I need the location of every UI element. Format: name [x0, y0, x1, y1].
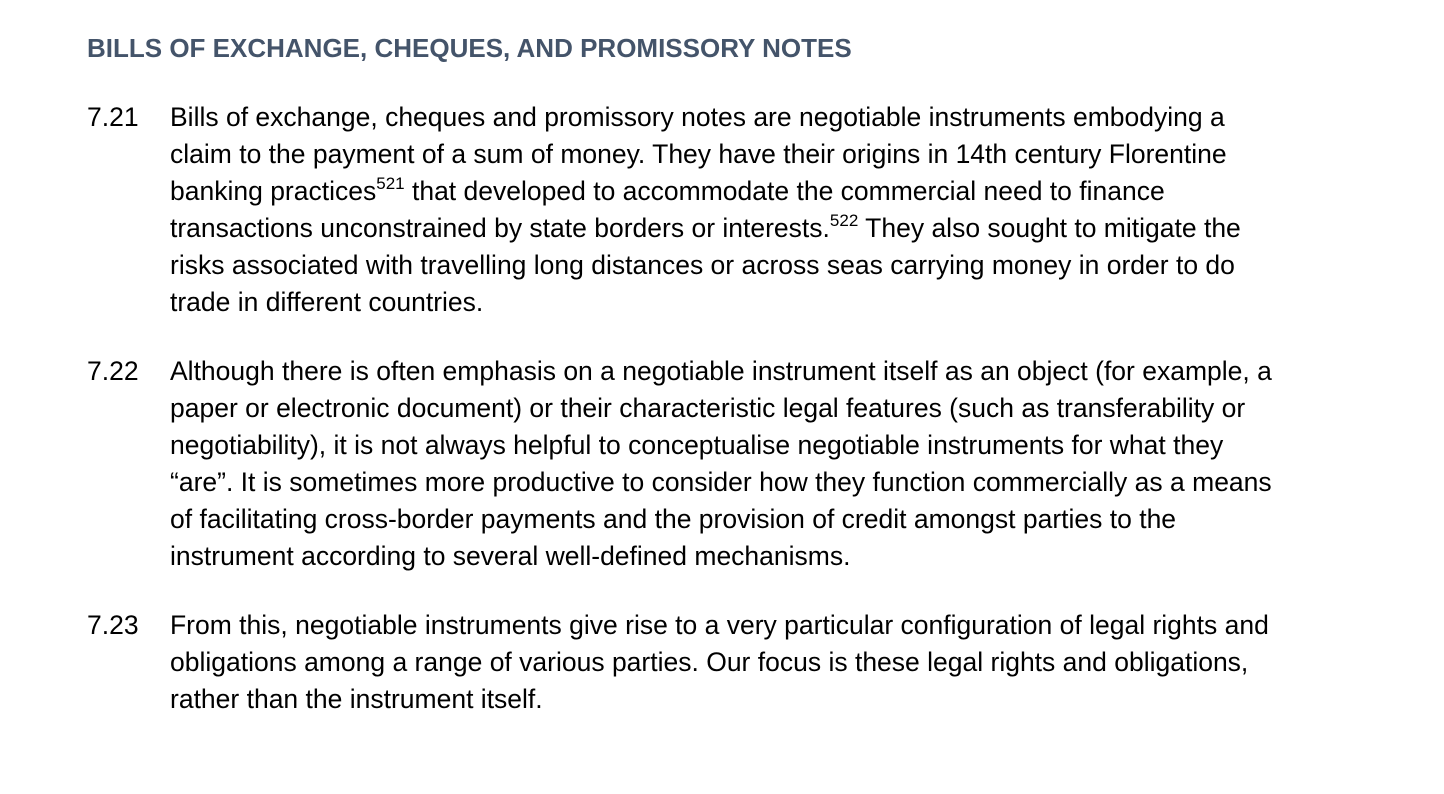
paragraph-number: 7.22 [87, 356, 139, 386]
paragraph-text-part: They also sought to mitigate the risks associated with travelling long distances or across seas carrying money in order to do trade in different countries. [170, 213, 1241, 317]
paragraph-text [170, 99, 1290, 321]
footnote-ref-522[interactable]: 522 [829, 211, 859, 230]
paragraph-7-22 [87, 353, 1290, 575]
paragraph-text: From this, negotiable instruments give rise to a very particular configuration of legal rights and obligations among a range of various parties. Our focus is these legal rights and obligations, rather than the instrument itself. [170, 610, 1269, 714]
paragraph-7-21 [87, 99, 1290, 321]
paragraph-number: 7.21 [87, 102, 139, 132]
paragraph-7-23 [87, 607, 1290, 718]
section-heading: BILLS OF EXCHANGE, CHEQUES, AND PROMISSORY NOTES [87, 33, 852, 63]
paragraph-text-part: Bills of exchange, cheques and promissory notes are negotiable instruments embodying a claim to the payment of a sum of money. They have their origins in 14th century Florentine banking practices [170, 102, 1227, 206]
footnote-ref-521[interactable]: 521 [376, 174, 405, 193]
paragraph-text: Although there is often emphasis on a negotiable instrument itself as an object (for example, a paper or electronic document) or their characteristic legal features (such as transferability or negotiability), it is not always helpful to conceptualise negotiable instruments for what they “are”. It is sometimes more productive to consider how they function commercially as a means of facilitating cross-border payments and the provision of credit amongst parties to the instrument according to several well-defined mechanisms. [170, 356, 1272, 571]
paragraph-text-part: that developed to accommodate the commercial need to finance transactions unconstrained by state borders or interests. [170, 176, 1165, 243]
paragraph-number: 7.23 [87, 610, 139, 640]
